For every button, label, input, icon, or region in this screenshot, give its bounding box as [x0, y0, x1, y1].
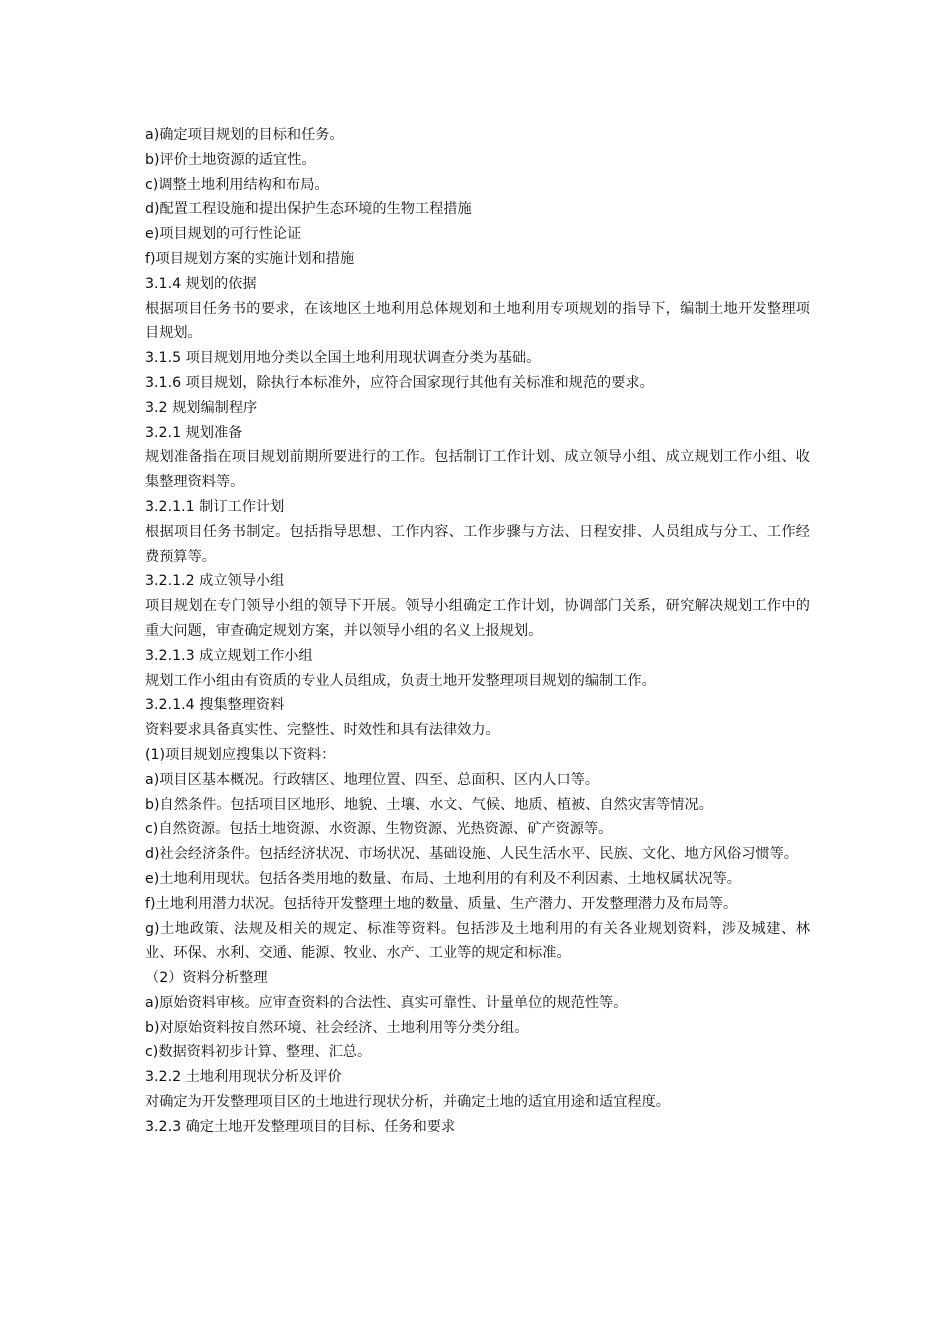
paragraph-basis: 根据项目任务书的要求，在该地区土地利用总体规划和土地利用专项规划的指导下，编制土地开发整理项目规划。 — [145, 300, 810, 342]
paragraph-3-2-1-4: 资料要求具备真实性、完整性、时效性和具有法律效力。 — [145, 722, 500, 739]
list-item-b: b)评价土地资源的适宜性。 — [145, 151, 316, 168]
heading-3-2-3: 3.2.3 确定土地开发整理项目的目标、任务和要求 — [145, 1118, 456, 1135]
clause-3-1-6: 3.1.6 项目规划，除执行本标准外，应符合国家现行其他有关标准和规范的要求。 — [145, 374, 654, 391]
heading-3-2-1: 3.2.1 规划准备 — [145, 424, 243, 441]
paragraph-3-2-1-3: 规划工作小组由有资质的专业人员组成，负责土地开发整理项目规划的编制工作。 — [145, 672, 656, 689]
list-item-d: d)配置工程设施和提出保护生态环境的生物工程措施 — [145, 201, 472, 218]
heading-3-2-1-3: 3.2.1.3 成立规划工作小组 — [145, 647, 313, 664]
list-item-a: a)确定项目规划的目标和任务。 — [145, 127, 344, 143]
material-item-g: g)土地政策、法规及相关的规定、标准等资料。包括涉及土地利用的有关各业规划资料，涉及城建、林业、环保、水利、交通、能源、牧业、水产、工业等的规定和标准。 — [145, 920, 810, 962]
analysis-item-c: c)数据资料初步计算、整理、汇总。 — [145, 1044, 372, 1061]
heading-3-2-1-4: 3.2.1.4 搜集整理资料 — [145, 697, 285, 714]
paragraph-3-2-1-2: 项目规划在专门领导小组的领导下开展。领导小组确定工作计划，协调部门关系，研究解决规划工作中的重大问题，审查确定规划方案，并以领导小组的名义上报规划。 — [145, 598, 810, 639]
paragraph-preparation: 规划准备指在项目规划前期所要进行的工作。包括制订工作计划、成立领导小组、成立规划工作小组、收集整理资料等。 — [145, 449, 810, 491]
list-item-e: e)项目规划的可行性论证 — [145, 226, 302, 243]
material-item-c: c)自然资源。包括土地资源、水资源、生物资源、光热资源、矿产资源等。 — [145, 821, 613, 838]
analysis-item-a: a)原始资料审核。应审查资料的合法性、真实可靠性、计量单位的规范性等。 — [145, 994, 628, 1011]
list-item-f: f)项目规划方案的实施计划和措施 — [145, 250, 355, 267]
clause-3-1-5: 3.1.5 项目规划用地分类以全国土地利用现状调查分类为基础。 — [145, 350, 541, 367]
analysis-item-b: b)对原始资料按自然环境、社会经济、土地利用等分类分组。 — [145, 1019, 529, 1036]
list-heading-1: (1)项目规划应搜集以下资料： — [145, 746, 336, 763]
list-heading-2: （2）资料分析整理 — [145, 970, 268, 987]
heading-3-1-4: 3.1.4 规划的依据 — [145, 275, 257, 292]
heading-3-2: 3.2 规划编制程序 — [145, 399, 258, 416]
document-body — [145, 123, 810, 1140]
heading-3-2-2: 3.2.2 土地利用现状分析及评价 — [145, 1069, 342, 1086]
list-item-c: c)调整土地利用结构和布局。 — [145, 176, 329, 193]
material-item-b: b)自然条件。包括项目区地形、地貌、土壤、水文、气候、地质、植被、自然灾害等情况。 — [145, 796, 713, 813]
material-item-a: a)项目区基本概况。行政辖区、地理位置、四至、总面积、区内人口等。 — [145, 771, 600, 788]
paragraph-3-2-1-1: 根据项目任务书制定。包括指导思想、工作内容、工作步骤与方法、日程安排、人员组成与分工、工作经费预算等。 — [145, 523, 810, 565]
heading-3-2-1-1: 3.2.1.1 制订工作计划 — [145, 498, 285, 515]
material-item-f: f)土地利用潜力状况。包括待开发整理土地的数量、质量、生产潜力、开发整理潜力及布局等。 — [145, 895, 738, 912]
material-item-d: d)社会经济条件。包括经济状况、市场状况、基础设施、人民生活水平、民族、文化、地方风俗习惯等。 — [145, 846, 798, 863]
heading-3-2-1-2: 3.2.1.2 成立领导小组 — [145, 573, 285, 590]
material-item-e: e)土地利用现状。包括各类用地的数量、布局、土地利用的有利及不利因素、土地权属状况等。 — [145, 870, 741, 887]
paragraph-3-2-2: 对确定为开发整理项目区的土地进行现状分析，并确定土地的适宜用途和适宜程度。 — [145, 1094, 670, 1111]
